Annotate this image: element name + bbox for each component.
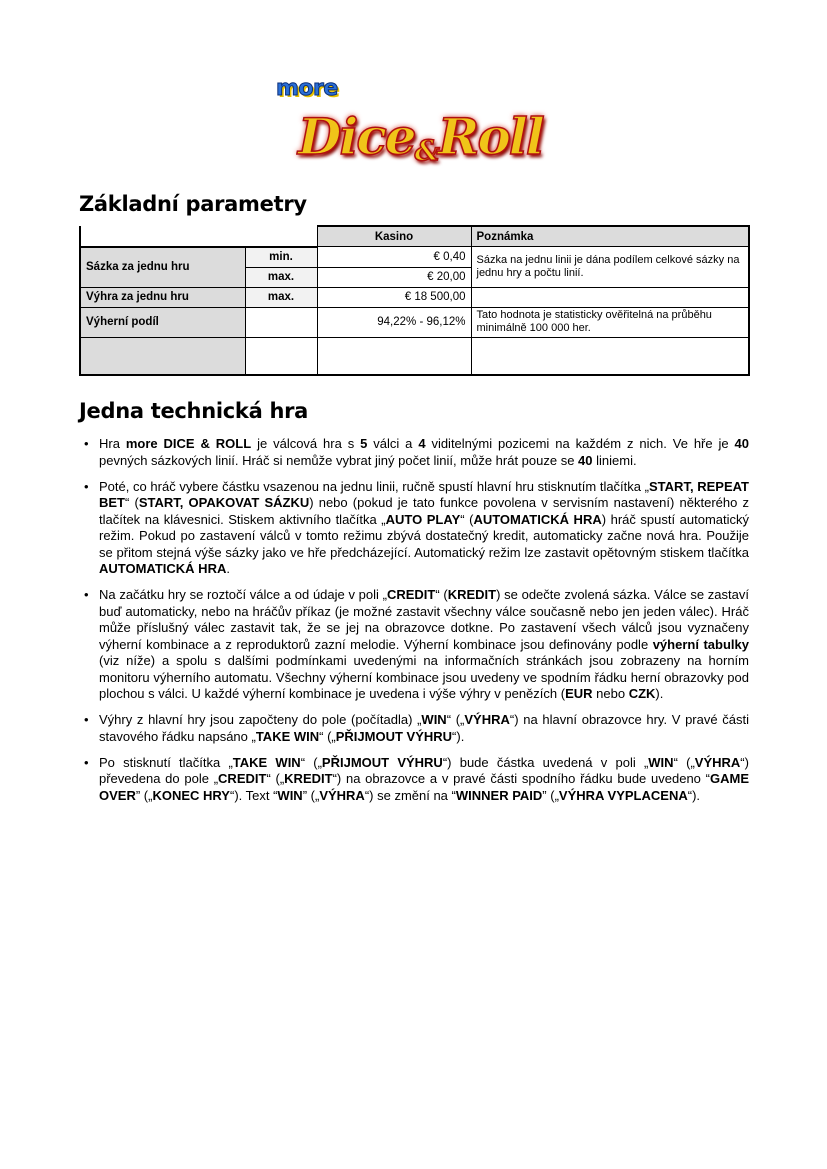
logo-more-text: more xyxy=(276,76,338,101)
rule-text: “) na hlavní obrazovce hry. V pravé části stavového řádku napsáno „ xyxy=(99,712,749,744)
bullet-icon: • xyxy=(84,712,89,727)
bold-text: KREDIT xyxy=(284,771,333,786)
logo-ampersand: & xyxy=(414,134,438,167)
rule-text: pevných sázkových linií. Hráč si nemůže vybrat jiný počet linií, může hrát pouze se xyxy=(99,452,579,468)
rule-text: viditelnými pozicemi na každém z nich. Ve hře je xyxy=(425,436,735,451)
bold-text: KONEC HRY xyxy=(152,787,230,803)
rule-text: “ („ xyxy=(446,712,465,727)
bold-text: TAKE WIN xyxy=(232,754,301,770)
rule-text: je válcová hra s xyxy=(251,436,361,451)
rule-text: ) nebo (pokud je tato funkce povolena v servisním nastavení) některého z tlačítek na klávesnici. Stiskem aktivního tlačítka „ xyxy=(99,495,749,527)
section-title-technical-game: Jedna technická hra xyxy=(79,399,309,423)
win-label: Výhra za jednu hru xyxy=(80,287,245,307)
empty-cell xyxy=(317,337,471,375)
bullet-icon: • xyxy=(84,478,89,494)
bold-text: PŘIJMOUT VÝHRU xyxy=(335,728,453,744)
rule-text: “) na obrazovce a v pravé části spodního řádku bude uvedeno “ xyxy=(332,771,710,786)
bold-text: VÝHRA xyxy=(319,787,365,803)
stake-note: Sázka na jednu linii je dána podílem celkové sázky na jednu hry a počtu linií. xyxy=(471,247,749,288)
rule-text: “) bude částka uvedená v poli „ xyxy=(442,754,649,770)
bold-text: 4 xyxy=(418,436,426,451)
stake-min-label: min. xyxy=(245,247,317,268)
rule-item xyxy=(79,755,749,805)
empty-cell xyxy=(471,287,749,307)
bold-text: CREDIT xyxy=(386,587,436,602)
bold-text: START, OPAKOVAT SÁZKU xyxy=(138,495,310,510)
bold-text: CZK xyxy=(628,686,656,701)
rule-item xyxy=(79,436,749,469)
header-poznamka: Poznámka xyxy=(471,226,749,247)
rule-text: “ („ xyxy=(673,754,695,770)
section-title-parameters: Základní parametry xyxy=(79,192,307,216)
rule-item xyxy=(79,587,749,703)
rule-text: ” („ xyxy=(135,787,153,803)
empty-cell xyxy=(245,337,317,375)
rule-text: Hra xyxy=(99,436,126,451)
bold-text: výherní tabulky xyxy=(652,636,749,652)
bullet-icon: • xyxy=(84,754,89,770)
rule-text: ) hráč spustí automatický režim. Pokud po zastavení válců v tomto režimu zbývá dostatečný kredit, automaticky začne nová hra. Použije se přitom stejná výše sázky jako ve hře předcházející. Automatický režim lze zastavit opětovným stiskem tlačítka xyxy=(99,511,750,560)
bold-text: PŘIJMOUT VÝHRU xyxy=(321,754,443,770)
rule-text: Po stisknutí tlačítka „ xyxy=(99,754,233,770)
rule-text: ). xyxy=(655,686,664,701)
rule-text: “ ( xyxy=(125,495,139,510)
bold-text: WIN xyxy=(648,754,674,770)
bold-text: TAKE WIN xyxy=(255,728,320,744)
rule-text: “ („ xyxy=(300,754,322,770)
rtp-note: Tato hodnota je statisticky ověřitelná na průběhu minimálně 100 000 her. xyxy=(471,307,749,337)
rule-text: (viz níže) a spolu s dalšími podmínkami uvedenými na informačních stránkách jsou zobrazeny na horním monitoru výherního automatu. Všechny výherní kombinace jsou uvedeny ve spodním řádku herní obrazovky pod plochou s válci. U každé výherní kombinace je uvedena i výše výhry v penězích ( xyxy=(99,653,749,701)
rule-text: “). xyxy=(687,787,701,803)
rule-text: “ ( xyxy=(460,511,474,527)
rule-text: ) se odečte zvolená sázka. Válce se zastaví buď automaticky, nebo na hráčův příkaz (je možné zastavit všechny válce současně nebo jen jeden válec). Hráč může příslušný válec zastavit tak, že se jej na obrazovce dotkne. Po zastavení všech válců jsou vyznačeny výherní kombinace a z reproduktorů zazní melodie. Výherní kombinace jsou definovány podle xyxy=(99,587,749,652)
bold-text: VÝHRA xyxy=(694,754,741,770)
bold-text: VÝHRA xyxy=(464,712,510,727)
bold-text: GAME OVER xyxy=(99,771,749,803)
bold-text: WIN xyxy=(277,787,303,803)
rule-text: “ („ xyxy=(266,771,285,786)
bold-text: START, REPEAT BET xyxy=(99,478,749,510)
bold-text: 40 xyxy=(734,436,749,451)
bold-text: AUTOMATICKÁ HRA xyxy=(473,511,602,527)
bold-text: CREDIT xyxy=(218,771,267,786)
bold-text: EUR xyxy=(565,686,593,701)
empty-cell xyxy=(80,337,245,375)
stake-max-value: € 20,00 xyxy=(317,267,471,287)
rule-item xyxy=(79,712,749,745)
logo-roll-text: Roll xyxy=(437,107,543,166)
rule-text: “ („ xyxy=(319,728,336,744)
bold-text: AUTOMATICKÁ HRA xyxy=(99,561,227,576)
empty-cell xyxy=(245,307,317,337)
bold-text: WIN xyxy=(421,712,447,727)
bold-text: WINNER PAID xyxy=(455,787,543,803)
header-kasino: Kasino xyxy=(317,226,471,247)
stake-min-value: € 0,40 xyxy=(317,247,471,268)
rule-text: ” („ xyxy=(542,787,559,803)
rule-text: nebo xyxy=(592,686,629,701)
bold-text: 40 xyxy=(578,452,593,468)
rule-text: Na začátku hry se roztočí válce a od údaje v poli „ xyxy=(99,587,387,602)
rtp-label: Výherní podíl xyxy=(80,307,245,337)
rule-text: “) převedena do pole „ xyxy=(99,754,749,786)
rule-text: “). Text “ xyxy=(229,787,278,803)
bold-text: more DICE & ROLL xyxy=(125,436,252,451)
rules-list xyxy=(79,436,749,814)
logo-main-text xyxy=(298,106,543,168)
rule-item xyxy=(79,479,749,578)
rule-text: “) se změní na “ xyxy=(364,787,456,803)
bold-text: VÝHRA VYPLACENA xyxy=(558,787,688,803)
stake-max-label: max. xyxy=(245,267,317,287)
stake-label: Sázka za jednu hru xyxy=(80,247,245,288)
rule-text: Výhry z hlavní hry jsou započteny do pole (počítadla) „ xyxy=(99,712,422,727)
parameters-table xyxy=(79,225,750,376)
game-logo xyxy=(270,76,560,172)
rtp-value: 94,22% - 96,12% xyxy=(317,307,471,337)
rule-text: Poté, co hráč vybere částku vsazenou na jednu linii, ručně spustí hlavní hru stisknutím tlačítka „ xyxy=(99,478,650,494)
bold-text: AUTO PLAY xyxy=(385,511,461,527)
bullet-icon: • xyxy=(84,436,89,451)
rule-text: ” („ xyxy=(302,787,320,803)
win-max-label: max. xyxy=(245,287,317,307)
rule-text: “ ( xyxy=(435,587,448,602)
rule-text: válci a xyxy=(367,436,419,451)
empty-cell xyxy=(471,337,749,375)
bold-text: 5 xyxy=(360,436,368,451)
win-max-value: € 18 500,00 xyxy=(317,287,471,307)
bold-text: KREDIT xyxy=(447,587,497,602)
rule-text: “). xyxy=(452,728,465,744)
bullet-icon: • xyxy=(84,587,89,602)
logo-dice-text: Dice xyxy=(298,107,415,166)
rule-text: liniemi. xyxy=(592,452,637,468)
rule-text: . xyxy=(226,561,230,576)
